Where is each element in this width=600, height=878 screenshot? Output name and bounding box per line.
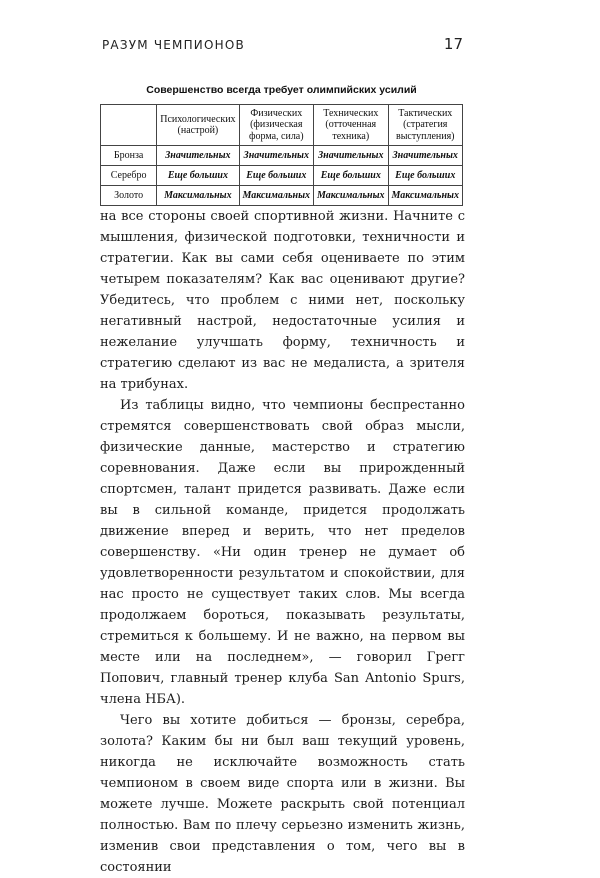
table-row xyxy=(101,166,463,186)
table-cell: Значительных xyxy=(157,146,239,166)
table-cell: Максимальных xyxy=(239,186,313,206)
paragraph: Из таблицы видно, что чемпионы беспрестанно стремятся совершенствовать свой образ мысли, физические данные, мастерство и стратегию соревнования. Даже если вы прирожденный спортсмен, талант придется развивать. Даже если вы в сильной команде, придется продолжать движение вперед и верить, что нет пределов совершенству. «Ни один тренер не думает об удовлетворенности результатом и спокойствии, для нас просто не существует таких слов. Мы всегда продолжаем бороться, показывать результаты, стремиться к большему. И не важно, на первом вы месте или на последнем», — говорил Грегг Попович, главный тренер клуба San Antonio Spurs, члена НБА). xyxy=(100,398,465,707)
table-cell: Максимальных xyxy=(157,186,239,206)
table-header-cell: Технических (отточенная техника) xyxy=(314,105,388,146)
table-header-cell: Тактических (стратегия выступления) xyxy=(388,105,462,146)
table-row xyxy=(101,186,463,206)
effort-table xyxy=(100,104,463,206)
row-label: Золото xyxy=(101,186,157,206)
table-cell: Максимальных xyxy=(314,186,388,206)
table-cell: Значительных xyxy=(314,146,388,166)
running-head: РАЗУМ ЧЕМПИОНОВ xyxy=(102,38,245,52)
table-header-cell xyxy=(101,105,157,146)
table-cell: Еще больших xyxy=(239,166,313,186)
table-cell: Значительных xyxy=(239,146,313,166)
paragraph: Чего вы хотите добиться — бронзы, серебра, золота? Каким бы ни был ваш текущий уровень, никогда не исключайте возможность стать чемпионом в своем виде спорта или в жизни. Вы можете лучше. Можете раскрыть свой потенциал полностью. Вам по плечу серьезно изменить жизнь, изменив свои представления о том, чего вы в состоянии xyxy=(100,713,465,875)
table-cell: Еще больших xyxy=(388,166,462,186)
table-header-cell: Психологических (настрой) xyxy=(157,105,239,146)
table-cell: Еще больших xyxy=(314,166,388,186)
table-header-row xyxy=(101,105,463,146)
row-label: Бронза xyxy=(101,146,157,166)
table-caption: Совершенство всегда требует олимпийских усилий xyxy=(146,84,417,96)
row-label: Серебро xyxy=(101,166,157,186)
table-header-cell: Физических (физическая форма, сила) xyxy=(239,105,313,146)
table-cell: Значительных xyxy=(388,146,462,166)
body-text xyxy=(100,206,465,878)
table-row xyxy=(101,146,463,166)
page-number: 17 xyxy=(443,35,463,53)
table-cell: Максимальных xyxy=(388,186,462,206)
paragraph: на все стороны своей спортивной жизни. Начните с мышления, физической подготовки, техничности и стратегии. Как вы сами себя оцениваете по этим четырем показателям? Как вас оценивают другие? Убедитесь, что проблем с ними нет, поскольку негативный настрой, недостаточные усилия и нежелание улучшать форму, техничность и стратегию сделают из вас не медалиста, а зрителя на трибунах. xyxy=(100,209,465,392)
table-cell: Еще больших xyxy=(157,166,239,186)
